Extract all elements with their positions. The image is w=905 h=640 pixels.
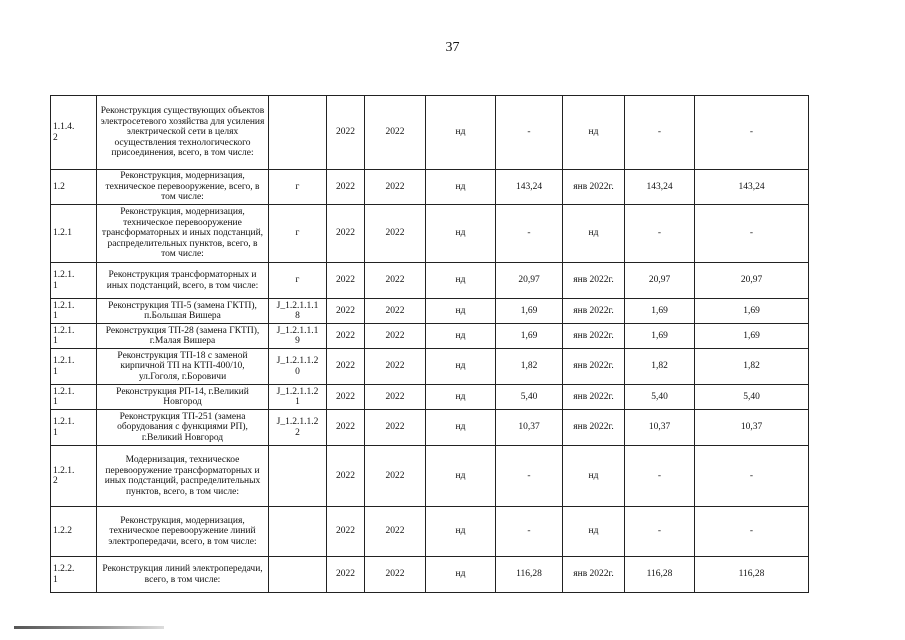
row-value-1: - xyxy=(496,507,563,557)
row-value-1: 143,24 xyxy=(496,170,563,205)
row-year-end: 2022 xyxy=(365,205,426,263)
row-value-3: 143,24 xyxy=(695,170,809,205)
row-year-end: 2022 xyxy=(365,385,426,410)
table-row xyxy=(51,205,809,263)
table-row xyxy=(51,263,809,299)
row-number: 1.2.2 xyxy=(51,507,97,557)
row-name: Реконструкция, модернизация, техническое перевооружение линий электропередачи, всего, в том числе: xyxy=(97,507,269,557)
row-status: нд xyxy=(426,349,496,385)
row-year-start: 2022 xyxy=(327,299,365,324)
row-code: г xyxy=(269,170,327,205)
row-value-1: 1,82 xyxy=(496,349,563,385)
row-number: 1.1.4. 2 xyxy=(51,96,97,170)
row-status: нд xyxy=(426,507,496,557)
table-row xyxy=(51,446,809,507)
row-value-2: 20,97 xyxy=(625,263,695,299)
row-value-3: 1,69 xyxy=(695,324,809,349)
row-name: Реконструкция ТП-28 (замена ГКТП), г.Малая Вишера xyxy=(97,324,269,349)
row-value-1: 1,69 xyxy=(496,324,563,349)
row-value-3: 1,69 xyxy=(695,299,809,324)
row-value-1: - xyxy=(496,96,563,170)
row-date: янв 2022г. xyxy=(563,299,625,324)
row-status: нд xyxy=(426,446,496,507)
row-date: янв 2022г. xyxy=(563,349,625,385)
row-value-2: 10,37 xyxy=(625,410,695,446)
row-year-end: 2022 xyxy=(365,170,426,205)
row-year-end: 2022 xyxy=(365,349,426,385)
table-row xyxy=(51,385,809,410)
row-value-2: 143,24 xyxy=(625,170,695,205)
row-value-1: - xyxy=(496,205,563,263)
row-number: 1.2.1. 1 xyxy=(51,410,97,446)
row-code xyxy=(269,446,327,507)
table-row xyxy=(51,96,809,170)
row-year-start: 2022 xyxy=(327,324,365,349)
row-name: Реконструкция РП-14, г.Великий Новгород xyxy=(97,385,269,410)
row-value-1: 20,97 xyxy=(496,263,563,299)
row-name: Реконструкция ТП-18 с заменой кирпичной ТП на КТП-400/10, ул.Гоголя, г.Боровичи xyxy=(97,349,269,385)
row-year-end: 2022 xyxy=(365,507,426,557)
row-status: нд xyxy=(426,263,496,299)
row-value-3: - xyxy=(695,205,809,263)
row-value-3: - xyxy=(695,446,809,507)
project-table xyxy=(50,95,809,593)
row-number: 1.2.1. 1 xyxy=(51,324,97,349)
row-year-start: 2022 xyxy=(327,507,365,557)
row-date: нд xyxy=(563,446,625,507)
row-code: г xyxy=(269,263,327,299)
row-number: 1.2.1 xyxy=(51,205,97,263)
row-status: нд xyxy=(426,96,496,170)
row-code: г xyxy=(269,205,327,263)
row-year-end: 2022 xyxy=(365,410,426,446)
row-year-end: 2022 xyxy=(365,446,426,507)
row-number: 1.2.1. 2 xyxy=(51,446,97,507)
row-code xyxy=(269,507,327,557)
row-value-2: - xyxy=(625,96,695,170)
row-value-2: 116,28 xyxy=(625,557,695,593)
row-number: 1.2.1. 1 xyxy=(51,299,97,324)
row-year-start: 2022 xyxy=(327,96,365,170)
row-date: янв 2022г. xyxy=(563,557,625,593)
row-name: Реконструкция, модернизация, техническое перевооружение, всего, в том числе: xyxy=(97,170,269,205)
table-row xyxy=(51,557,809,593)
row-value-2: 5,40 xyxy=(625,385,695,410)
row-value-3: - xyxy=(695,507,809,557)
row-code: J_1.2.1.1.2 0 xyxy=(269,349,327,385)
row-value-1: 116,28 xyxy=(496,557,563,593)
row-value-2: 1,69 xyxy=(625,324,695,349)
row-value-2: 1,82 xyxy=(625,349,695,385)
row-year-start: 2022 xyxy=(327,170,365,205)
row-year-start: 2022 xyxy=(327,263,365,299)
row-year-start: 2022 xyxy=(327,557,365,593)
row-code: J_1.2.1.1.2 1 xyxy=(269,385,327,410)
row-value-1: - xyxy=(496,446,563,507)
row-date: янв 2022г. xyxy=(563,410,625,446)
row-value-3: 20,97 xyxy=(695,263,809,299)
page-number: 37 xyxy=(445,40,460,55)
row-date: нд xyxy=(563,96,625,170)
row-status: нд xyxy=(426,324,496,349)
row-name: Модернизация, техническое перевооружение трансформаторных и иных подстанций, распределительных пунктов, всего, в том числе: xyxy=(97,446,269,507)
row-status: нд xyxy=(426,385,496,410)
table-row xyxy=(51,349,809,385)
row-value-3: 5,40 xyxy=(695,385,809,410)
row-date: янв 2022г. xyxy=(563,385,625,410)
row-status: нд xyxy=(426,557,496,593)
row-value-1: 1,69 xyxy=(496,299,563,324)
row-year-end: 2022 xyxy=(365,263,426,299)
row-year-end: 2022 xyxy=(365,96,426,170)
row-number: 1.2 xyxy=(51,170,97,205)
row-name: Реконструкция, модернизация, техническое перевооружение трансформаторных и иных подстанций, распределительных пунктов, всего, в том числе: xyxy=(97,205,269,263)
table-row xyxy=(51,299,809,324)
row-value-3: - xyxy=(695,96,809,170)
row-value-2: 1,69 xyxy=(625,299,695,324)
row-year-start: 2022 xyxy=(327,205,365,263)
row-status: нд xyxy=(426,170,496,205)
row-date: янв 2022г. xyxy=(563,263,625,299)
row-name: Реконструкция ТП-5 (замена ГКТП), п.Большая Вишера xyxy=(97,299,269,324)
row-code: J_1.2.1.1.1 8 xyxy=(269,299,327,324)
row-year-end: 2022 xyxy=(365,324,426,349)
row-year-end: 2022 xyxy=(365,557,426,593)
row-year-start: 2022 xyxy=(327,446,365,507)
row-year-start: 2022 xyxy=(327,385,365,410)
table-row xyxy=(51,324,809,349)
row-status: нд xyxy=(426,205,496,263)
row-name: Реконструкция ТП-251 (замена оборудования с функциями РП), г.Великий Новгород xyxy=(97,410,269,446)
row-code: J_1.2.1.1.2 2 xyxy=(269,410,327,446)
row-code: J_1.2.1.1.1 9 xyxy=(269,324,327,349)
row-status: нд xyxy=(426,299,496,324)
row-name: Реконструкция трансформаторных и иных подстанций, всего, в том числе: xyxy=(97,263,269,299)
row-year-start: 2022 xyxy=(327,410,365,446)
row-value-3: 1,82 xyxy=(695,349,809,385)
row-value-1: 5,40 xyxy=(496,385,563,410)
row-value-2: - xyxy=(625,507,695,557)
table-row xyxy=(51,507,809,557)
table-row xyxy=(51,170,809,205)
row-year-start: 2022 xyxy=(327,349,365,385)
row-number: 1.2.1. 1 xyxy=(51,349,97,385)
row-year-end: 2022 xyxy=(365,299,426,324)
row-value-1: 10,37 xyxy=(496,410,563,446)
table-row xyxy=(51,410,809,446)
row-number: 1.2.1. 1 xyxy=(51,263,97,299)
row-number: 1.2.1. 1 xyxy=(51,385,97,410)
row-code xyxy=(269,557,327,593)
row-date: янв 2022г. xyxy=(563,170,625,205)
row-date: янв 2022г. xyxy=(563,324,625,349)
row-code xyxy=(269,96,327,170)
row-date: нд xyxy=(563,205,625,263)
row-name: Реконструкция существующих объектов электросетевого хозяйства для усиления электрической сети в целях осуществления технологического присоединения, всего, в том числе: xyxy=(97,96,269,170)
scan-edge-strip xyxy=(14,626,164,629)
row-name: Реконструкция линий электропередачи, всего, в том числе: xyxy=(97,557,269,593)
row-value-2: - xyxy=(625,446,695,507)
row-value-3: 116,28 xyxy=(695,557,809,593)
row-number: 1.2.2. 1 xyxy=(51,557,97,593)
row-date: нд xyxy=(563,507,625,557)
row-value-3: 10,37 xyxy=(695,410,809,446)
row-value-2: - xyxy=(625,205,695,263)
row-status: нд xyxy=(426,410,496,446)
